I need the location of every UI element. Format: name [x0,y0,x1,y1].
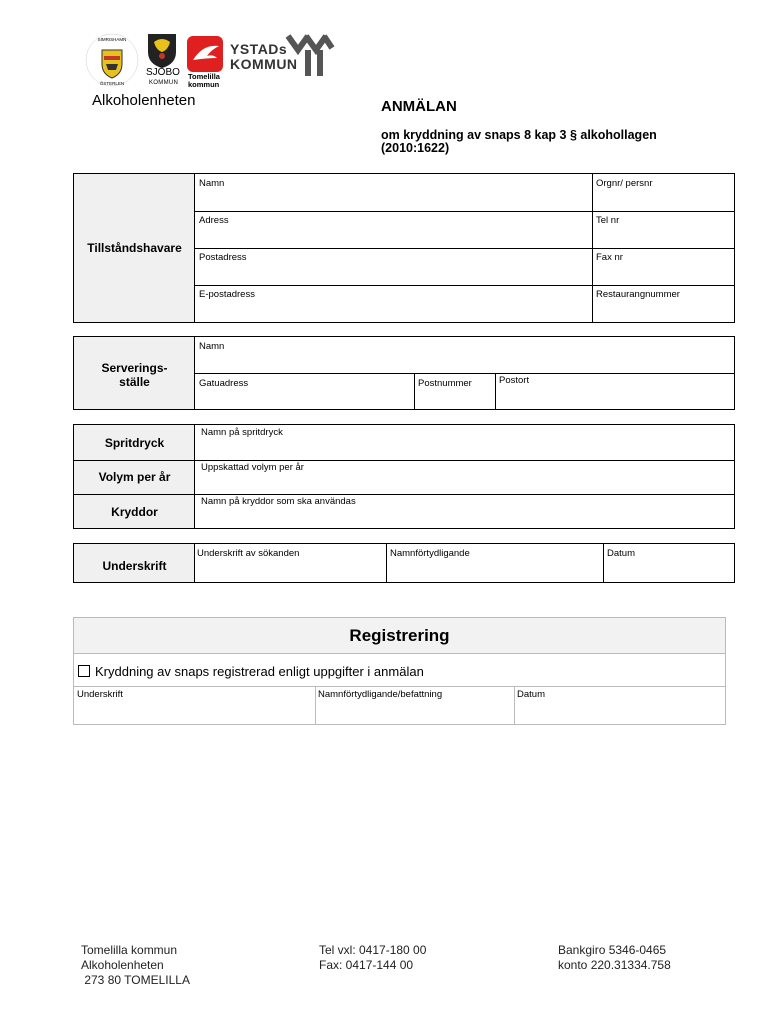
namnfortydligande-field[interactable]: Namnförtydligande [390,548,470,559]
tillstandshavare-label: Tillståndshavare [87,241,182,255]
gatuadress-field[interactable]: Gatuadress [199,378,249,389]
spritdryck-field[interactable]: Namn på spritdryck [201,427,283,438]
tillstandshavare-section [73,173,735,323]
tomelilla-wordmark [188,73,226,89]
registrerad-checkbox[interactable] [78,665,90,677]
serveringsstalle-section [73,336,735,410]
volym-field[interactable]: Uppskattad volym per år [201,462,304,473]
registrering-section [73,617,726,725]
stalle-namn-field[interactable]: Namn [199,341,225,352]
footer-line: Alkoholenheten [81,958,164,972]
ystad-wordmark [230,42,296,72]
sokanden-signature-field[interactable]: Underskrift av sökanden [197,548,300,559]
footer-line: konto 220.31334.758 [558,958,671,972]
footer-line: Bankgiro 5346-0465 [558,943,667,957]
kryddor-label: Kryddor [111,505,158,519]
underskrift-label-column [74,544,195,582]
postnummer-field[interactable]: Postnummer [418,378,472,389]
svg-text:SIMRISHAMN: SIMRISHAMN [97,37,127,42]
epostadress-field[interactable]: E-postadress [199,289,255,300]
serveringsstalle-label-line2: ställe [119,375,150,389]
svg-text:ÖSTERLEN: ÖSTERLEN [99,81,125,86]
ystad-wordmark-text: YSTADs KOMMUN [230,41,298,72]
restaurangnummer-field[interactable]: Restaurangnummer [596,289,680,300]
footer-bank [558,943,671,973]
footer-line: Tomelilla kommun [81,943,178,957]
serveringsstalle-label-line1: Serverings- [101,361,168,375]
serveringsstalle-label-column [74,337,195,409]
volym-label: Volym per år [98,470,171,484]
reg-underskrift-field[interactable]: Underskrift [77,689,123,700]
footer-line: 273 80 TOMELILLA [81,973,190,987]
footer-phone [319,943,426,973]
registrerad-checkbox-label: Kryddning av snaps registrerad enligt uppgifter i anmälan [95,664,424,679]
registrering-title: Registrering [349,626,450,645]
sjobo-wordmark: SJÖBO [146,67,180,78]
postort-field[interactable]: Postort [499,375,530,386]
sprit-label-column [74,425,195,528]
underskrift-label: Underskrift [102,559,167,573]
footer-address [81,943,190,988]
namn-field[interactable]: Namn [199,178,225,189]
datum-field[interactable]: Datum [607,548,635,559]
underskrift-section [73,543,735,583]
simrishamn-logo [84,32,140,88]
sprit-section [73,424,735,529]
telnr-field[interactable]: Tel nr [596,215,620,226]
document-title: ANMÄLAN [381,98,457,115]
sjobo-sub-wordmark: KOMMUN [149,80,179,86]
tillstandshavare-label-column [74,174,195,322]
spritdryck-label: Spritdryck [104,436,165,450]
adress-field[interactable]: Adress [199,215,229,226]
orgnr-field[interactable]: Orgnr/ persnr [596,178,653,189]
footer-line: Tel vxl: 0417-180 00 [319,943,427,957]
footer-line: Fax: 0417-144 00 [319,958,414,972]
tomelilla-wordmark-text: Tomelilla kommun [188,72,220,89]
municipality-logos [84,30,344,92]
unit-name: Alkoholenheten [92,92,196,109]
postadress-field[interactable]: Postadress [199,252,247,263]
kryddor-field[interactable]: Namn på kryddor som ska användas [201,496,356,507]
reg-datum-field[interactable]: Datum [517,689,545,700]
registrering-header [74,618,725,654]
faxnr-field[interactable]: Fax nr [596,252,623,263]
document-subtitle: om kryddning av snaps 8 kap 3 § alkohollagen (2010:1622) [381,128,657,155]
reg-namnfortydligande-field[interactable]: Namnförtydligande/befattning [318,689,443,700]
